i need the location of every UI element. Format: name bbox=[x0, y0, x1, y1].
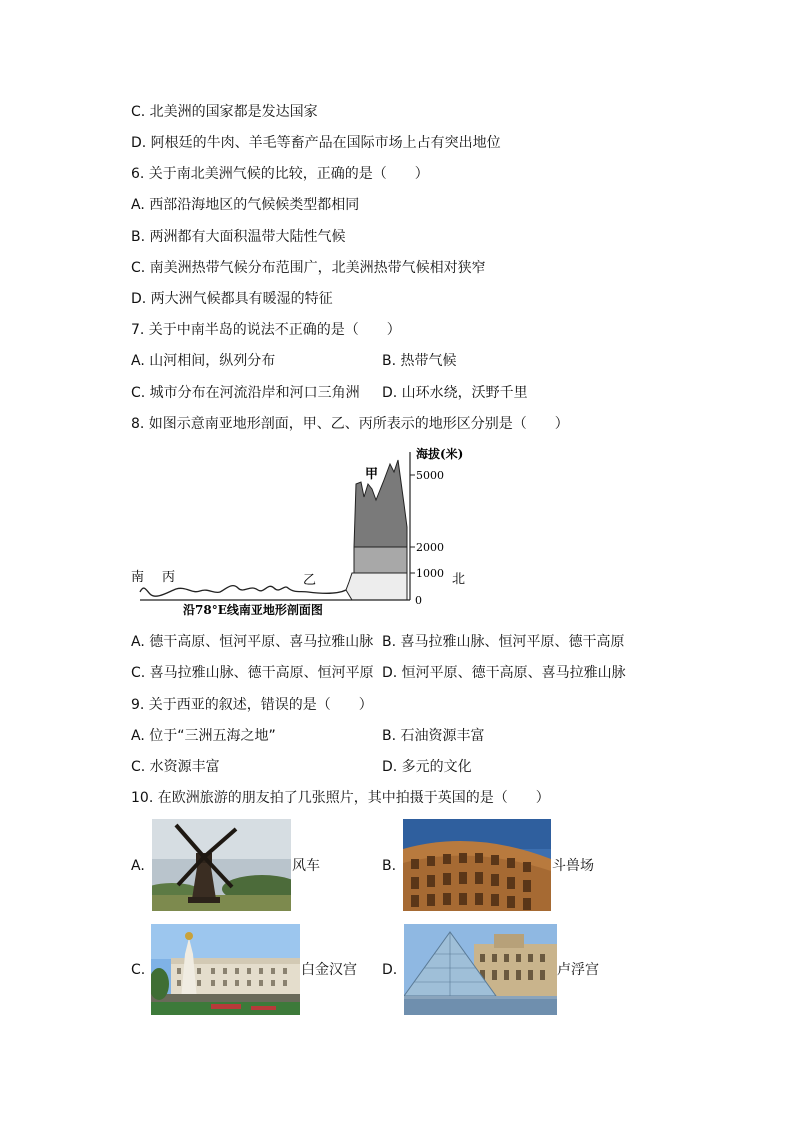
q7-stem: 7. 关于中南半岛的说法不正确的是（ ） bbox=[131, 322, 401, 338]
south-asia-profile-diagram bbox=[128, 442, 478, 622]
label-jia: 甲 bbox=[365, 467, 379, 482]
himalaya-low-band bbox=[346, 573, 407, 600]
q10-stem: 10. 在欧洲旅游的朋友拍了几张照片，其中拍摄于英国的是（ ） bbox=[131, 790, 550, 806]
q9-option-a: A. 位于“三洲五海之地” bbox=[131, 728, 276, 744]
q9-option-d: D. 多元的文化 bbox=[382, 759, 472, 775]
q8-option-d: D. 恒河平原、德干高原、喜马拉雅山脉 bbox=[382, 665, 626, 681]
q9-option-c: C. 水资源丰富 bbox=[131, 759, 220, 775]
label-yi: 乙 bbox=[303, 573, 317, 588]
tick-label-5000: 5000 bbox=[416, 469, 444, 482]
q8-stem: 8. 如图示意南亚地形剖面，甲、乙、丙所表示的地形区分别是（ ） bbox=[131, 416, 569, 432]
q7-option-d: D. 山环水绕，沃野千里 bbox=[382, 385, 528, 401]
q10-option-a-letter: A. bbox=[131, 858, 145, 874]
q9-stem: 9. 关于西亚的叙述，错误的是（ ） bbox=[131, 697, 373, 713]
diagram-caption: 沿78°E线南亚地形剖面图 bbox=[183, 603, 323, 617]
himalaya-high-band bbox=[354, 460, 407, 547]
q7-option-c: C. 城市分布在河流沿岸和河口三角洲 bbox=[131, 385, 360, 401]
q10-option-c-letter: C. bbox=[131, 962, 146, 978]
q8-option-b: B. 喜马拉雅山脉、恒河平原、德干高原 bbox=[382, 634, 625, 650]
q10-option-c-caption: 白金汉宫 bbox=[301, 962, 357, 978]
windmill-photo bbox=[152, 819, 291, 911]
q10-option-d-letter: D. bbox=[382, 962, 398, 978]
q7-option-b: B. 热带气候 bbox=[382, 353, 457, 369]
louvre-photo bbox=[404, 924, 557, 1015]
q5-option-d: D. 阿根廷的牛肉、羊毛等畜产品在国际市场上占有突出地位 bbox=[131, 135, 501, 151]
q6-option-c: C. 南美洲热带气候分布范围广，北美洲热带气候相对狭窄 bbox=[131, 260, 486, 276]
label-north: 北 bbox=[452, 572, 466, 587]
himalaya-mid-band bbox=[354, 547, 407, 573]
tick-label-1000: 1000 bbox=[416, 567, 444, 580]
q6-option-d: D. 两大洲气候都具有暖湿的特征 bbox=[131, 291, 333, 307]
label-bing: 丙 bbox=[162, 570, 176, 585]
q6-stem: 6. 关于南北美洲气候的比较，正确的是（ ） bbox=[131, 166, 429, 182]
q6-option-b: B. 两洲都有大面积温带大陆性气候 bbox=[131, 229, 346, 245]
buckingham-palace-photo bbox=[151, 924, 300, 1015]
q10-option-b-caption: 斗兽场 bbox=[552, 858, 594, 874]
q8-option-a: A. 德干高原、恒河平原、喜马拉雅山脉 bbox=[131, 634, 374, 650]
q10-option-d-caption: 卢浮宫 bbox=[557, 962, 599, 978]
q10-option-a-caption: 风车 bbox=[292, 858, 320, 874]
q6-option-a: A. 西部沿海地区的气候候类型都相同 bbox=[131, 197, 360, 213]
y-axis-title: 海拔(米) bbox=[416, 447, 464, 461]
colosseum-photo bbox=[403, 819, 551, 911]
label-south: 南 bbox=[131, 570, 145, 585]
q7-option-a: A. 山河相间，纵列分布 bbox=[131, 353, 276, 369]
q8-option-c: C. 喜马拉雅山脉、德干高原、恒河平原 bbox=[131, 665, 374, 681]
q9-option-b: B. 石油资源丰富 bbox=[382, 728, 485, 744]
q10-option-b-letter: B. bbox=[382, 858, 397, 874]
tick-label-2000: 2000 bbox=[416, 541, 444, 554]
q5-option-c: C. 北美洲的国家都是发达国家 bbox=[131, 104, 318, 120]
tick-label-0: 0 bbox=[415, 594, 422, 607]
